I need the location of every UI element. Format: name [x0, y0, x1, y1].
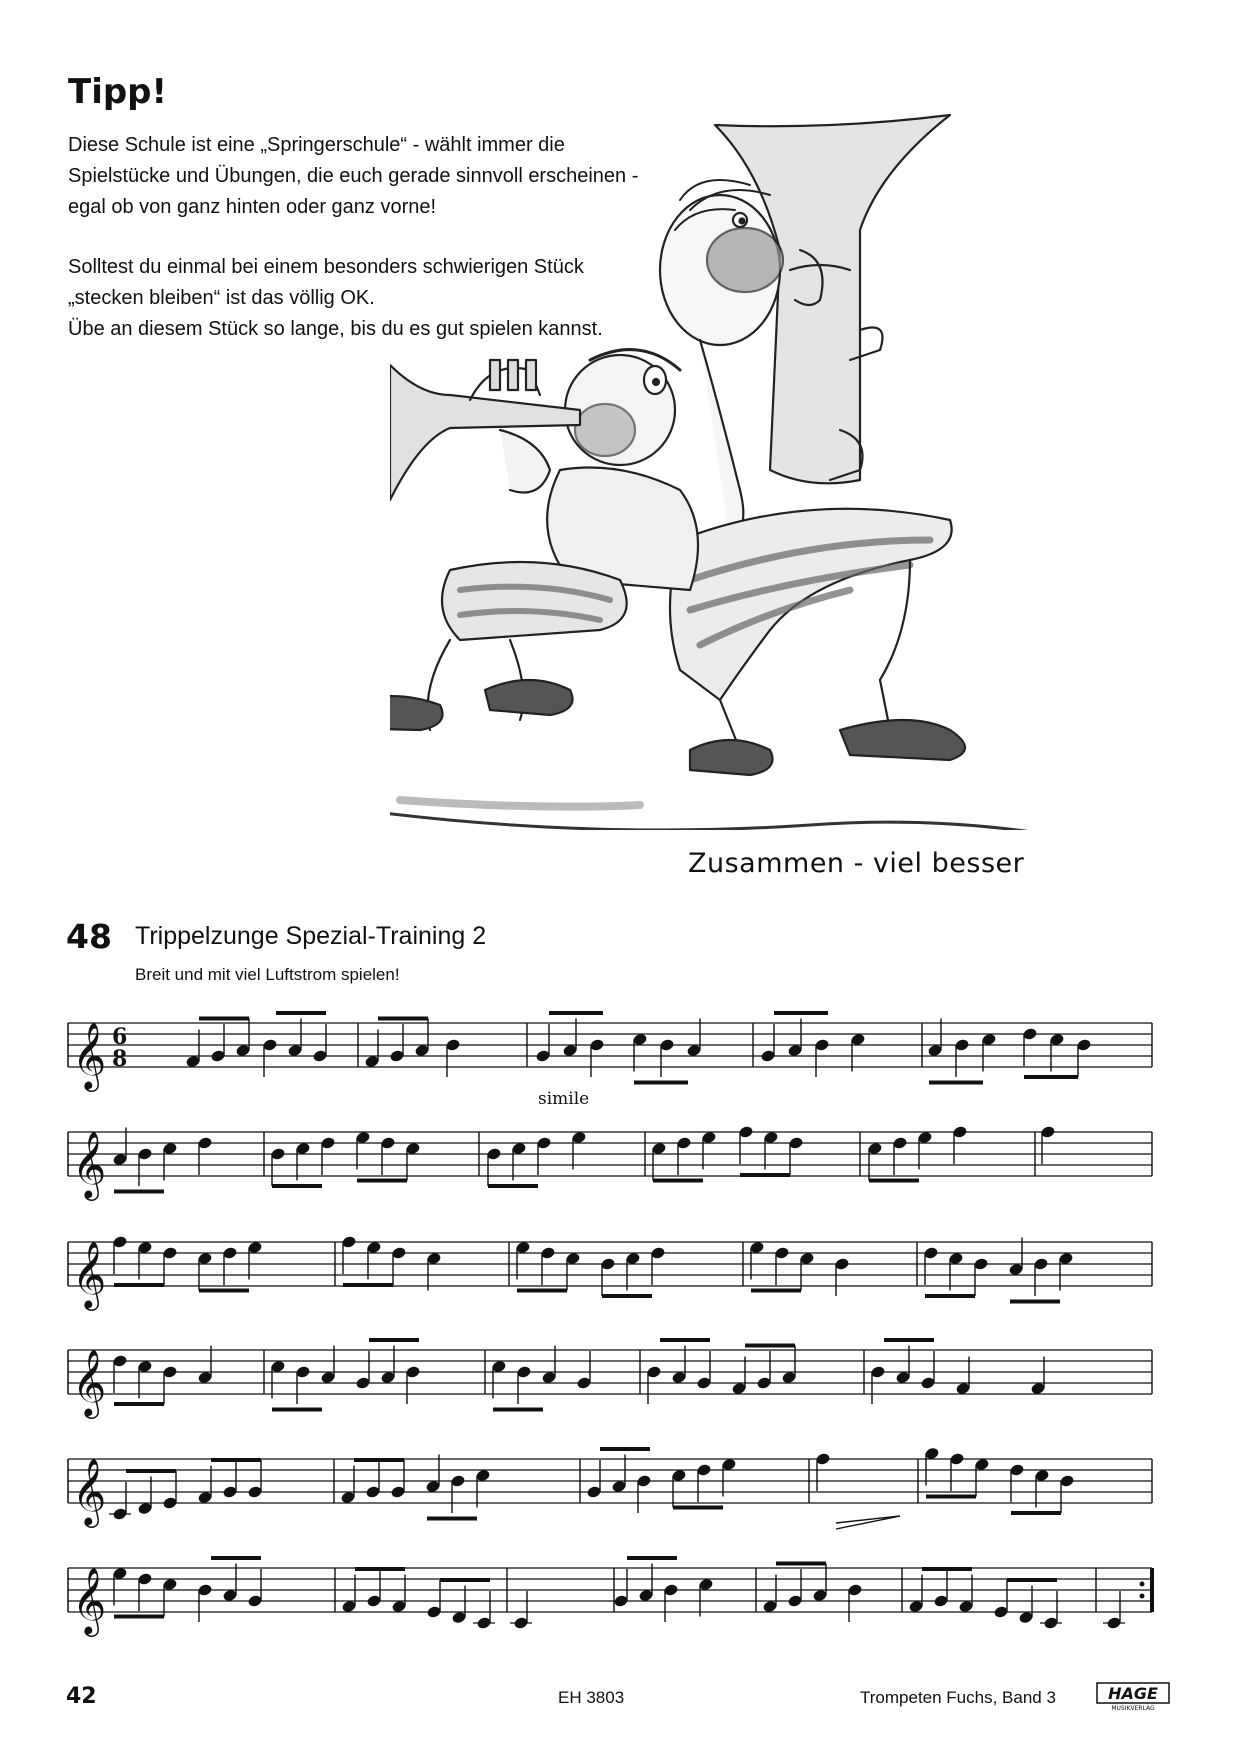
notehead: [112, 1235, 128, 1249]
notehead: [112, 1507, 128, 1521]
notehead: [426, 1252, 442, 1266]
notehead: [222, 1485, 238, 1499]
tip-paragraph-2-line: „stecken bleiben“ ist das völlig OK.: [68, 287, 375, 309]
notehead: [632, 1033, 648, 1047]
notehead: [162, 1142, 178, 1156]
notehead: [475, 1469, 491, 1483]
notehead: [366, 1594, 382, 1608]
notehead: [923, 1246, 939, 1260]
notehead: [671, 1469, 687, 1483]
notehead: [197, 1371, 213, 1385]
notehead: [847, 1583, 863, 1597]
notehead: [476, 1616, 492, 1630]
tuba-player-shoe: [690, 740, 773, 775]
notehead: [1034, 1469, 1050, 1483]
notehead: [355, 1131, 371, 1145]
notehead: [222, 1246, 238, 1260]
notehead: [450, 1474, 466, 1488]
publisher-logo-subtext: MUSIKVERLAG: [1111, 1705, 1155, 1712]
notehead: [425, 1480, 441, 1494]
notehead: [650, 1246, 666, 1260]
treble-clef-icon: 𝄞: [72, 1021, 107, 1089]
page-number: 42: [66, 1684, 97, 1709]
publisher-logo: [1096, 1682, 1170, 1712]
notehead: [646, 1365, 662, 1379]
notehead: [247, 1485, 263, 1499]
notehead: [812, 1589, 828, 1603]
cartoon-illustration: [390, 110, 1090, 830]
notehead: [924, 1447, 940, 1461]
notehead: [565, 1252, 581, 1266]
notehead: [638, 1589, 654, 1603]
notehead: [137, 1147, 153, 1161]
illustration-caption: Zusammen - viel besser: [688, 848, 1025, 879]
notehead: [611, 1480, 627, 1494]
notehead: [1049, 1033, 1065, 1047]
repeat-dot: [1140, 1594, 1145, 1599]
repeat-dot: [1140, 1582, 1145, 1587]
notehead: [671, 1371, 687, 1385]
notehead: [405, 1365, 421, 1379]
notehead: [701, 1131, 717, 1145]
notehead: [949, 1452, 965, 1466]
notehead: [210, 1049, 226, 1063]
publisher-logo-text: HAGE: [1108, 1684, 1158, 1703]
notehead: [270, 1360, 286, 1374]
notehead: [781, 1371, 797, 1385]
notehead: [451, 1611, 467, 1625]
notehead: [613, 1594, 629, 1608]
notehead: [1040, 1125, 1056, 1139]
exercise-title: Trippelzunge Spezial-Training 2: [135, 922, 487, 950]
notehead: [380, 1136, 396, 1150]
treble-clef-icon: 𝄞: [72, 1566, 107, 1634]
notehead: [1059, 1474, 1075, 1488]
notehead: [927, 1044, 943, 1058]
tip-paragraph-1-line: egal ob von ganz hinten oder ganz vorne!: [68, 196, 437, 218]
notehead: [955, 1382, 971, 1396]
notehead: [787, 1594, 803, 1608]
notehead: [815, 1452, 831, 1466]
notehead: [162, 1496, 178, 1510]
notehead: [721, 1458, 737, 1472]
notehead: [1018, 1611, 1034, 1625]
notehead: [788, 1136, 804, 1150]
notehead: [295, 1142, 311, 1156]
notehead: [270, 1147, 286, 1161]
tip-title: Tipp!: [68, 72, 168, 112]
tip-paragraph-1-line: Spielstücke und Übungen, die euch gerade sinnvoll erscheinen -: [68, 165, 639, 187]
notehead: [391, 1246, 407, 1260]
notehead: [197, 1491, 213, 1505]
notehead: [185, 1055, 201, 1069]
notehead: [162, 1365, 178, 1379]
notehead: [799, 1252, 815, 1266]
notehead: [389, 1049, 405, 1063]
notehead: [391, 1600, 407, 1614]
notehead: [1030, 1382, 1046, 1396]
notehead: [738, 1125, 754, 1139]
notehead: [571, 1131, 587, 1145]
treble-clef-icon: 𝄞: [72, 1130, 107, 1198]
notehead: [954, 1038, 970, 1052]
notehead: [162, 1578, 178, 1592]
notehead: [625, 1252, 641, 1266]
exercise-number: 48: [66, 917, 112, 956]
notehead: [162, 1246, 178, 1260]
notehead: [486, 1147, 502, 1161]
notehead: [426, 1605, 442, 1619]
exercise-instruction: Breit und mit viel Luftstrom spielen!: [135, 965, 400, 984]
notehead: [222, 1589, 238, 1603]
notehead: [696, 1463, 712, 1477]
notehead: [834, 1257, 850, 1271]
notehead: [917, 1131, 933, 1145]
notehead: [600, 1257, 616, 1271]
notehead: [870, 1365, 886, 1379]
trumpet-player-shoe: [485, 680, 573, 715]
notehead: [1022, 1027, 1038, 1041]
notehead: [814, 1038, 830, 1052]
notehead: [659, 1038, 675, 1052]
notehead: [973, 1257, 989, 1271]
notehead: [576, 1376, 592, 1390]
tip-paragraph-2-line: Solltest du einmal bei einem besonders schwierigen Stück: [68, 256, 584, 278]
notehead: [850, 1033, 866, 1047]
notehead: [365, 1485, 381, 1499]
notehead: [262, 1038, 278, 1052]
notehead: [112, 1153, 128, 1167]
notehead: [958, 1600, 974, 1614]
notehead: [895, 1371, 911, 1385]
notehead: [586, 1485, 602, 1499]
time-signature-numerator: 6: [112, 1024, 128, 1050]
tip-paragraph-2-line: Übe an diesem Stück so lange, bis du es gut spielen kannst.: [68, 318, 603, 340]
notehead: [589, 1038, 605, 1052]
notehead: [197, 1252, 213, 1266]
notehead: [341, 1235, 357, 1249]
notehead: [380, 1371, 396, 1385]
trumpet-player-shorts: [442, 562, 627, 640]
notehead: [536, 1136, 552, 1150]
notehead: [981, 1033, 997, 1047]
notehead: [540, 1246, 556, 1260]
notehead: [562, 1044, 578, 1058]
notehead: [663, 1583, 679, 1597]
notehead: [651, 1142, 667, 1156]
notehead: [137, 1502, 153, 1516]
notehead: [908, 1600, 924, 1614]
notehead: [1009, 1463, 1025, 1477]
articulation-simile: simile: [538, 1089, 590, 1109]
notehead: [698, 1578, 714, 1592]
notehead: [686, 1044, 702, 1058]
notehead: [341, 1600, 357, 1614]
notehead: [112, 1567, 128, 1581]
notehead: [511, 1142, 527, 1156]
notehead: [491, 1360, 507, 1374]
notehead: [295, 1365, 311, 1379]
notehead: [731, 1382, 747, 1396]
notehead: [320, 1136, 336, 1150]
notehead: [920, 1376, 936, 1390]
crescendo-hairpin: [836, 1516, 900, 1529]
notehead: [948, 1252, 964, 1266]
time-signature-denominator: 8: [112, 1046, 128, 1072]
notehead: [340, 1491, 356, 1505]
notehead: [445, 1038, 461, 1052]
notehead: [974, 1458, 990, 1472]
notehead: [405, 1142, 421, 1156]
notehead: [355, 1376, 371, 1390]
notehead: [513, 1616, 529, 1630]
notehead: [137, 1360, 153, 1374]
catalog-code: EH 3803: [558, 1688, 625, 1707]
notehead: [235, 1044, 251, 1058]
notehead: [763, 1131, 779, 1145]
tuba-player-shoe: [840, 720, 965, 760]
treble-clef-icon: 𝄞: [72, 1240, 107, 1308]
notehead: [892, 1136, 908, 1150]
notehead: [287, 1044, 303, 1058]
notehead: [541, 1371, 557, 1385]
notehead: [247, 1594, 263, 1608]
notehead: [756, 1376, 772, 1390]
notehead: [390, 1485, 406, 1499]
treble-clef-icon: 𝄞: [72, 1348, 107, 1416]
notehead: [535, 1049, 551, 1063]
notehead: [137, 1572, 153, 1586]
notehead: [197, 1136, 213, 1150]
notehead: [247, 1241, 263, 1255]
notehead: [952, 1125, 968, 1139]
notehead: [112, 1354, 128, 1368]
notehead: [749, 1241, 765, 1255]
notehead: [515, 1241, 531, 1255]
notehead: [676, 1136, 692, 1150]
notehead: [137, 1241, 153, 1255]
notehead: [1043, 1616, 1059, 1630]
notehead: [1106, 1616, 1122, 1630]
notehead: [1058, 1252, 1074, 1266]
notehead: [933, 1594, 949, 1608]
book-title: Trompeten Fuchs, Band 3: [860, 1688, 1056, 1707]
notehead: [787, 1044, 803, 1058]
notehead: [1076, 1038, 1092, 1052]
notehead: [762, 1600, 778, 1614]
notehead: [516, 1365, 532, 1379]
notehead: [774, 1246, 790, 1260]
treble-clef-icon: 𝄞: [72, 1457, 107, 1525]
notehead: [364, 1055, 380, 1069]
notehead: [867, 1142, 883, 1156]
notehead: [993, 1605, 1009, 1619]
notehead: [696, 1376, 712, 1390]
notehead: [366, 1241, 382, 1255]
notehead: [1033, 1257, 1049, 1271]
tip-paragraph-1-line: Diese Schule ist eine „Springerschule“ - wählt immer die: [68, 134, 565, 156]
trumpet-player-shoe: [390, 696, 443, 730]
notehead: [1008, 1263, 1024, 1277]
notehead: [414, 1044, 430, 1058]
notehead: [636, 1474, 652, 1488]
notehead: [760, 1049, 776, 1063]
notehead: [197, 1583, 213, 1597]
notehead: [320, 1371, 336, 1385]
trumpet: [390, 365, 580, 500]
notehead: [312, 1049, 328, 1063]
